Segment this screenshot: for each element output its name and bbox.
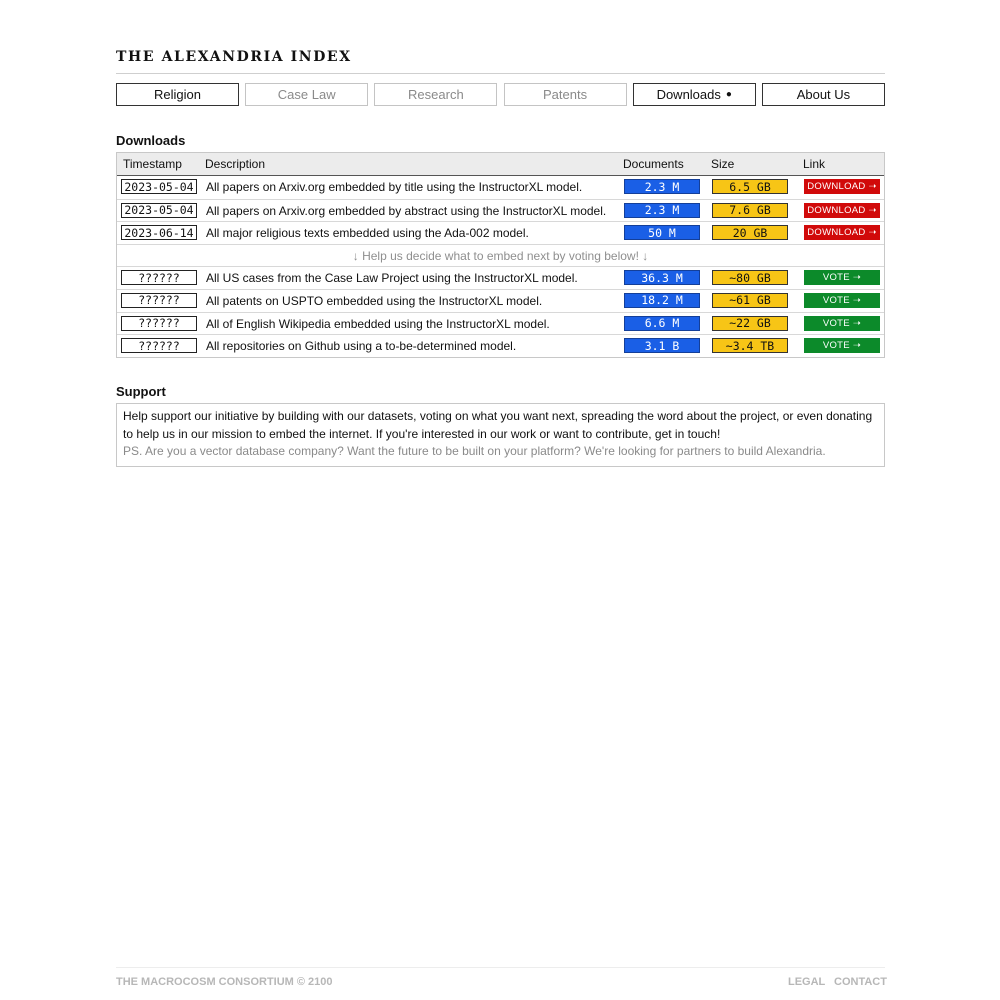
table-row	[117, 289, 884, 312]
row-description: All major religious texts embedded using the Ada-002 model.	[206, 226, 529, 241]
nav-about-us[interactable]	[762, 83, 885, 106]
row-description: All papers on Arxiv.org embedded by title using the InstructorXL model.	[206, 180, 583, 194]
nav-research[interactable]	[374, 83, 497, 106]
timestamp-badge: ??????	[121, 316, 197, 331]
vote-button[interactable]: VOTE ➝	[804, 270, 880, 285]
table-row	[117, 199, 884, 222]
footer-contact-link[interactable]: CONTACT	[834, 976, 887, 988]
nav-religion[interactable]	[116, 83, 239, 106]
downloads-heading: Downloads	[116, 133, 186, 148]
size-badge: ~61 GB	[712, 293, 788, 308]
active-dot-icon: ●	[725, 89, 732, 100]
header-description: Description	[205, 157, 266, 171]
support-heading: Support	[116, 384, 166, 399]
title-divider	[116, 73, 885, 74]
size-badge: ~3.4 TB	[712, 338, 788, 353]
header-link: Link	[803, 157, 826, 171]
header-documents: Documents	[623, 157, 684, 171]
support-body: Help support our initiative by building with our datasets, voting on what you want next, spreading the word about the project, or even donating to help us in our mission to embed the internet. If you're interested in our work or want to contribute, get in touch!	[123, 409, 873, 441]
table-row	[117, 334, 884, 357]
nav-patents[interactable]	[504, 83, 627, 106]
nav-label: Patents	[543, 87, 588, 102]
footer-copyright: THE MACROCOSM CONSORTIUM © 2100	[116, 976, 333, 988]
documents-badge: 18.2 M	[624, 293, 700, 308]
vote-helper-text: ↓ Help us decide what to embed next by voting below! ↓	[117, 244, 884, 267]
nav-label: Downloads	[656, 87, 721, 102]
row-description: All patents on USPTO embedded using the InstructorXL model.	[206, 293, 543, 308]
row-description: All papers on Arxiv.org embedded by abstract using the InstructorXL model.	[206, 203, 607, 218]
timestamp-badge: 2023-05-04	[121, 179, 197, 194]
vote-button[interactable]: VOTE ➝	[804, 293, 880, 308]
vote-button[interactable]: VOTE ➝	[804, 316, 880, 331]
row-description: All of English Wikipedia embedded using the InstructorXL model.	[206, 316, 550, 331]
table-row	[117, 312, 884, 335]
nav-case-law[interactable]	[245, 83, 368, 106]
header-size: Size	[711, 157, 735, 171]
documents-badge: 50 M	[624, 225, 700, 240]
documents-badge: 36.3 M	[624, 270, 700, 285]
download-button[interactable]: DOWNLOAD ➝	[804, 179, 880, 194]
nav-label: About Us	[796, 87, 851, 102]
main-nav	[116, 83, 885, 106]
timestamp-badge: ??????	[121, 293, 197, 308]
nav-label: Religion	[154, 87, 201, 102]
table-row	[117, 221, 884, 244]
documents-badge: 3.1 B	[624, 338, 700, 353]
table-row	[117, 266, 884, 289]
size-badge: 7.6 GB	[712, 203, 788, 218]
timestamp-badge: 2023-05-04	[121, 203, 197, 218]
documents-badge: 2.3 M	[624, 203, 700, 218]
table-header	[117, 153, 884, 176]
documents-badge: 6.6 M	[624, 316, 700, 331]
footer-legal-link[interactable]: LEGAL	[788, 976, 826, 988]
size-badge: ~22 GB	[712, 316, 788, 331]
row-description: All US cases from the Case Law Project using the InstructorXL model.	[206, 271, 578, 286]
timestamp-badge: ??????	[121, 270, 197, 285]
size-badge: 20 GB	[712, 225, 788, 240]
nav-downloads[interactable]	[633, 83, 756, 106]
timestamp-badge: 2023-06-14	[121, 225, 197, 240]
row-description: All repositories on Github using a to-be-determined model.	[206, 339, 517, 354]
header-timestamp: Timestamp	[123, 157, 182, 171]
download-button[interactable]: DOWNLOAD ➝	[804, 203, 880, 218]
nav-label: Research	[408, 87, 464, 102]
documents-badge: 2.3 M	[624, 179, 700, 194]
support-ps: PS. Are you a vector database company? Want the future to be built on your platform? We're looking for partners to build Alexandria.	[123, 444, 826, 458]
download-button[interactable]: DOWNLOAD ➝	[804, 225, 880, 240]
size-badge: ~80 GB	[712, 270, 788, 285]
nav-label: Case Law	[277, 87, 336, 102]
vote-button[interactable]: VOTE ➝	[804, 338, 880, 353]
footer-divider	[116, 967, 885, 968]
support-box	[116, 403, 885, 467]
timestamp-badge: ??????	[121, 338, 197, 353]
downloads-table	[116, 152, 885, 358]
size-badge: 6.5 GB	[712, 179, 788, 194]
site-title: THE ALEXANDRIA INDEX	[116, 49, 352, 65]
table-row	[117, 176, 884, 199]
